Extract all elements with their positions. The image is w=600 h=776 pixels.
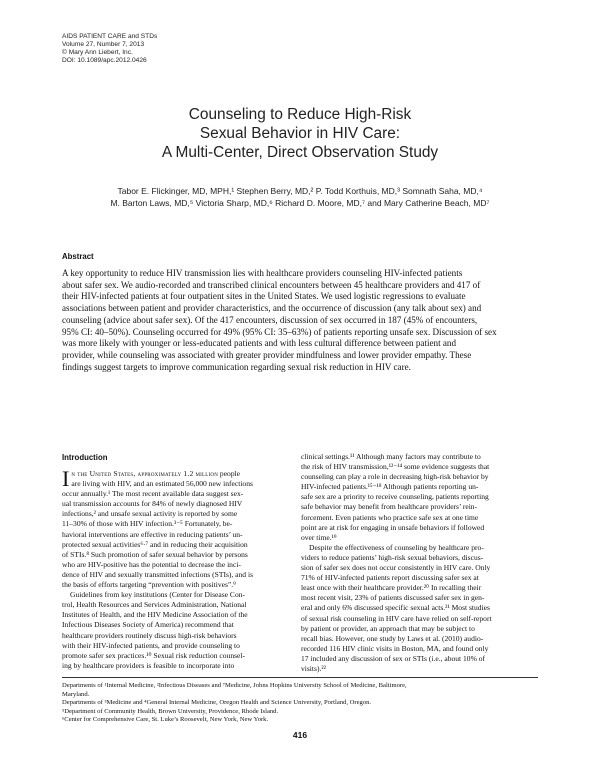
body-line: the risk of HIV transmission,¹²⁻¹⁴ some evidence suggests that	[301, 462, 490, 472]
first-line-rest: people	[218, 469, 241, 478]
abstract-line: associations between patient and provider characteristics, and the occurrence of discussion (any talk about sex) and	[62, 303, 482, 314]
body-line: most recent visit, 23% of patients discussed safer sex in gen-	[301, 593, 485, 603]
body-line: havioral interventions are effective in reducing patients’ un-	[62, 529, 243, 539]
body-line: 11–30% of those with HIV infection.³⁻⁵ Fortunately, be-	[62, 519, 233, 529]
abstract-body	[62, 268, 538, 373]
body-line: promote safer sex practices.¹⁰ Sexual risk reduction counsel-	[62, 650, 245, 660]
body-line: 17 included any discussion of sex or STIs (i.e., about 10% of	[301, 653, 486, 663]
title-line: Counseling to Reduce High-Risk	[188, 106, 412, 123]
author-list	[60, 185, 540, 209]
body-line: of sexual risk counseling in HIV care have relied on self-report	[301, 613, 492, 623]
abstract-line: provider, while counseling was associated with greater provider mindfulness and lower provider empathy. These	[62, 349, 472, 360]
abstract-line: about safer sex. We audio-recorded and transcribed clinical encounters between 45 healthcare providers and 417 of	[62, 279, 481, 290]
body-line: safe sex are a priority to receive counseling, patients reporting	[301, 492, 489, 502]
body-line: recorded 116 HIV clinic visits in Boston, MA, and found only	[301, 643, 489, 653]
body-line: least once with their healthcare provider.²⁰ In recalling their	[301, 583, 482, 593]
body-line: visits).²²	[301, 663, 326, 673]
author-line: M. Barton Laws, MD,⁵ Victoria Sharp, MD,⁶ Richard D. Moore, MD,⁷ and Mary Catherine Beach, MD⁷	[110, 198, 490, 209]
body-line: 71% of HIV-infected patients report discussing safer sex at	[301, 573, 479, 583]
body-line: Infectious Diseases Society of America) recommend that	[62, 620, 234, 630]
body-line: eral and only 6% discussed specific sexual acts.²¹ Most studies	[301, 603, 490, 613]
abstract-line: counseling (advice about safer sex). Of the 417 encounters, discussion of sex occurred in 187 (45% of encounters,	[62, 314, 478, 325]
body-line: safe behavior may benefit from healthcare providers’ rein-	[301, 502, 478, 512]
body-line: HIV-infected patients.¹⁵⁻¹⁸ Although patients reporting un-	[301, 482, 479, 492]
left-column	[62, 466, 299, 671]
body-line: forcement. Even patients who practice safe sex at one time	[301, 512, 479, 522]
body-line: counseling can play a role in decreasing high-risk behavior by	[301, 472, 489, 482]
body-line: healthcare providers routinely discuss high-risk behaviors	[62, 630, 237, 640]
page-number: 416	[292, 730, 308, 740]
drop-cap: I	[62, 466, 70, 491]
journal-header	[62, 33, 322, 65]
abstract-line: A key opportunity to reduce HIV transmission lies with healthcare providers counseling HIV-infected patients	[62, 268, 463, 278]
abstract-line: their HIV-infected patients at four outpatient sites in the United States. We used logistic regressions to evaluate	[62, 291, 466, 302]
body-line: trol, Health Resources and Services Administration, National	[62, 600, 247, 610]
body-line: sion of safer sex does not occur consistently in HIV care. Only	[301, 563, 491, 573]
article-title	[60, 106, 540, 162]
journal-copyright: © Mary Ann Liebert, Inc.	[62, 48, 133, 56]
abstract-line: was more likely with younger or less-educated patients and with less cultural difference between patient and	[62, 338, 457, 349]
body-line: Institutes of Health, and the HIV Medicine Association of the	[62, 610, 248, 620]
author-line: Tabor E. Flickinger, MD, MPH,¹ Stephen Berry, MD,² P. Todd Korthuis, MD,³ Somnath Saha, MD,⁴	[117, 186, 483, 196]
body-line: clinical settings.¹¹ Although many factors may contribute to	[301, 452, 481, 461]
body-line: ual transmission accounts for 84% of newly diagnosed HIV	[62, 499, 243, 509]
body-line: by patient or provider, an approach that may be subject to	[301, 623, 475, 633]
affiliation-footnotes	[62, 682, 538, 725]
body-line: over time.¹⁹	[301, 532, 337, 542]
body-line: who are HIV-positive has the potential to decrease the inci-	[62, 559, 241, 569]
body-line: Despite the effectiveness of counseling by healthcare pro-	[309, 542, 484, 552]
body-line: with their HIV-infected patients, and provide counseling to	[62, 640, 240, 650]
body-line: protected sexual activities⁶·⁷ and in reducing their acquisition	[62, 539, 248, 549]
title-line: Sexual Behavior in HIV Care:	[199, 124, 401, 142]
body-line: ing by healthcare providers is feasible to incorporate into	[62, 660, 235, 670]
right-column	[301, 452, 538, 674]
journal-name: AIDS PATIENT CARE and STDs	[62, 33, 158, 40]
footnote-line: ⁵Department of Community Health, Brown University, Providence, Rhode Island.	[62, 707, 279, 715]
abstract-line: 95% CI: 40–50%). Counseling occurred for 49% (95% CI: 35–63%) of patients reporting unsafe sex. Discussion of sex	[62, 326, 497, 337]
abstract-heading: Abstract	[62, 252, 94, 261]
footnote-line: ⁶Center for Comprehensive Care, St. Luke’s Roosevelt, New York, New York.	[62, 716, 269, 723]
footnote-line: Departments of ¹Internal Medicine, ²Infectious Diseases and ⁷Medicine, Johns Hopkins University School of Medicine, Baltimore,	[62, 682, 407, 689]
introduction-heading: Introduction	[62, 453, 108, 462]
body-line: are living with HIV, and an estimated 56,000 new infections	[71, 479, 253, 489]
body-line: Guidelines from key institutions (Center for Disease Con-	[70, 590, 246, 600]
body-line: of STIs.⁸ Such promotion of safer sexual behavior by persons	[62, 549, 248, 559]
body-line: point are at risk for engaging in unsafe behaviors if followed	[301, 522, 485, 532]
body-line: occur annually.¹ The most recent available data suggest sex-	[62, 489, 244, 499]
smallcaps-lead: n the United States, approximately 1.2 million	[71, 469, 219, 478]
footnote-line: Maryland.	[62, 690, 90, 698]
body-line: recall bias. However, one study by Laws et al. (2010) audio-	[301, 633, 484, 643]
body-line: infections,² and unsafe sexual activity is reported by some	[62, 509, 238, 519]
title-line: A Multi-Center, Direct Observation Study	[161, 143, 439, 161]
journal-doi: DOI: 10.1089/apc.2012.0426	[62, 56, 147, 64]
body-line: dence of HIV and sexually transmitted infections (STIs), and is	[62, 569, 254, 579]
journal-volume: Volume 27, Number 7, 2013	[62, 40, 145, 48]
abstract-line: findings suggest targets to improve communication regarding sexual risk reduction in HIV care.	[62, 361, 411, 372]
footnote-divider	[62, 677, 538, 678]
body-line: viders to reduce patients’ high-risk sexual behaviors, discus-	[301, 552, 484, 562]
footnote-line: Departments of ³Medicine and ⁴General Internal Medicine, Oregon Health and Science University, Portland, Oregon.	[62, 699, 372, 706]
body-line: the basis of efforts targeting “prevention with positives”.⁹	[62, 580, 236, 590]
